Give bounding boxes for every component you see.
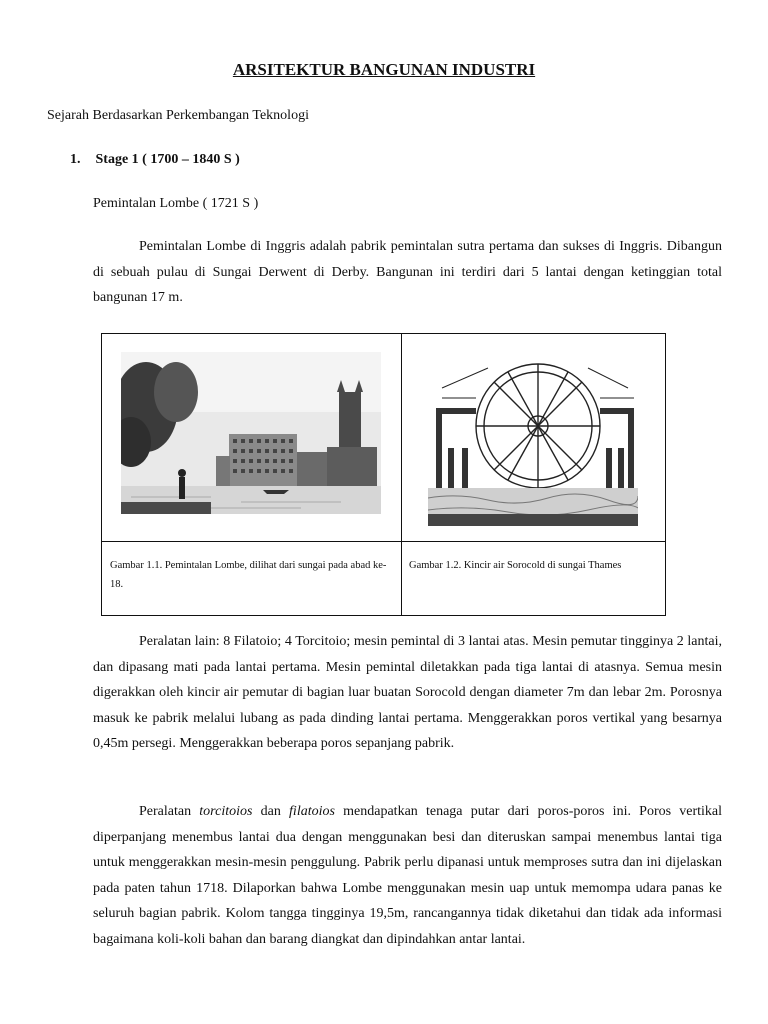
section-number: 1. xyxy=(70,152,81,167)
section-label: Stage 1 ( 1700 – 1840 S ) xyxy=(95,152,240,167)
paragraph-3 xyxy=(93,799,722,952)
paragraph-2: Peralatan lain: 8 Filatoio; 4 Torcitoio; mesin pemintal di 3 lantai atas. Mesin pemutar tingginya 2 lantai, dan dipasang mati pada lantai pertama. Mesin pemintal diletakkan pada tiga lantai di atasnya. Semua mesin digerakkan oleh kincir air pemutar di bagian luar buatan Sorocold dengan diameter 7m dan lebar 2m. Porosnya masuk ke pabrik melalui lubang as pada dinding lantai pertama. Menggerakkan poros vertikal yang besarnya 0,45m persegi. Menggerakkan beberapa poros sepanjang pabrik. xyxy=(93,634,722,751)
subheading: Pemintalan Lombe ( 1721 S ) xyxy=(93,196,259,211)
paragraph-3-part1: Peralatan xyxy=(139,804,200,819)
figure-1-caption: Gambar 1.1. Pemintalan Lombe, dilihat dari sungai pada abad ke-18. xyxy=(110,560,387,590)
sorocold-waterwheel-image xyxy=(428,348,638,526)
document-title-text: ARSITEKTUR BANGUNAN INDUSTRI xyxy=(232,60,536,79)
paragraph-1: Pemintalan Lombe di Inggris adalah pabrik pemintalan sutra pertama dan sukses di Inggris. Dibangun di sebuah pulau di Sungai Derwent di Derby. Bangunan ini terdiri dari 5 lantai dengan ketinggian total bangunan 17 m. xyxy=(93,239,722,305)
document-subtitle: Sejarah Berdasarkan Perkembangan Teknologi xyxy=(47,108,309,123)
figure-2-caption: Gambar 1.2. Kincir air Sorocold di sungai Thames xyxy=(409,560,622,571)
paragraph-3-italic-filatoios: filatoios xyxy=(289,804,335,819)
lombe-mill-engraving-image xyxy=(121,352,381,514)
paragraph-3-part2: dan xyxy=(252,804,290,819)
paragraph-3-italic-torcitoios: torcitoios xyxy=(199,804,253,819)
figure-table xyxy=(101,333,666,616)
section-heading xyxy=(70,152,240,168)
table-divider-horizontal xyxy=(102,541,665,542)
paragraph-3-part3: mendapatkan tenaga putar dari poros-poros ini. Poros vertikal diperpanjang menembus lantai dua dengan menggunakan besi dan diteruskan sampai menembus lantai tiga untuk menggerakkan mesin-mesin penggulung. Pabrik perlu dipanasi untuk memproses sutra dan ini dijelaskan pada paten tahun 1718. Dilaporkan bahwa Lombe menggunakan mesin uap untuk memompa udara panas ke seluruh bagian pabrik. Kolom tangga tingginya 19,5m, rancangannya tidak diketahui dan tidak ada informasi bagaimana koli-koli bahan dan barang diangkat dan dipindahkan antar lantai. xyxy=(93,804,723,947)
table-divider-vertical xyxy=(401,334,402,615)
document-title xyxy=(0,60,768,80)
